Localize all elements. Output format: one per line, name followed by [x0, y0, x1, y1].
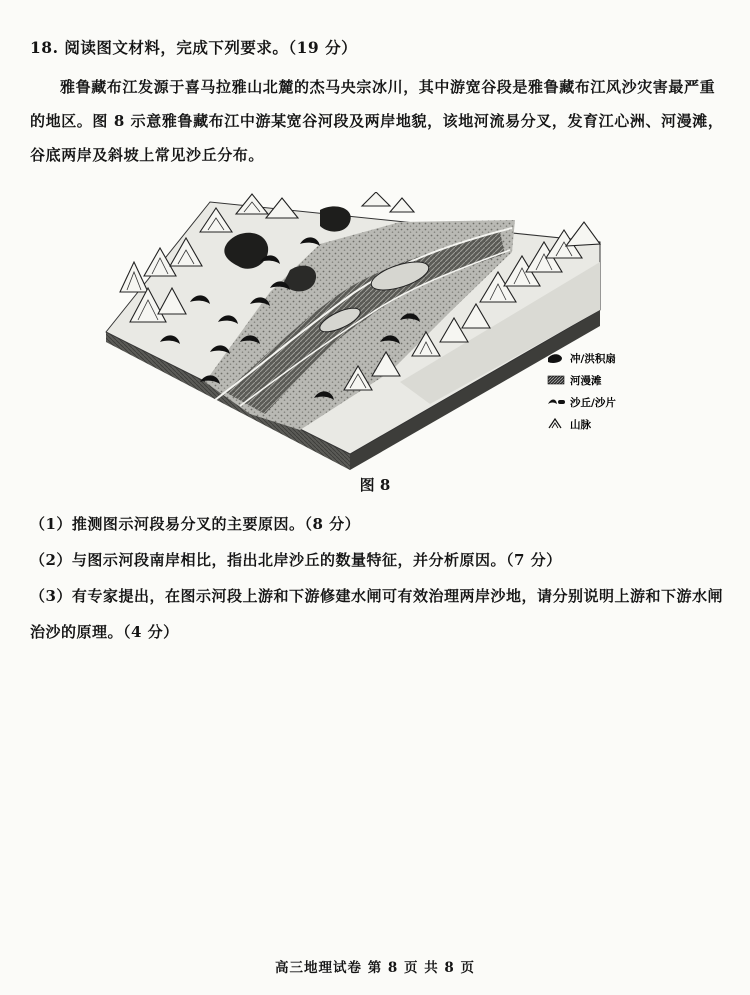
map-legend: [548, 352, 616, 431]
sub-question-1: （1）推测图示河段易分叉的主要原因。（8 分）: [30, 515, 361, 533]
dune-swatch-icon: [548, 400, 557, 405]
legend-mountain-label: 山脉: [570, 419, 591, 431]
floodplain-swatch-icon: [548, 376, 564, 384]
sub-question-2: （2）与图示河段南岸相比，指出北岸沙丘的数量特征，并分析原因。（7 分）: [30, 551, 562, 569]
question-title: 18. 阅读图文材料，完成下列要求。（19 分）: [30, 38, 358, 57]
figure-8: [100, 192, 660, 470]
legend-floodplain-label: 河漫滩: [570, 375, 602, 387]
legend-dune-label: 沙丘/沙片: [570, 397, 616, 409]
sub-question-3: （3）有专家提出，在图示河段上游和下游修建水闸可有效治理两岸沙地，请分别说明上游和下游水闸治沙的原理。（4 分）: [30, 587, 723, 641]
fan-swatch-icon: [548, 354, 562, 363]
page-footer: 高三地理试卷 第 8 页 共 8 页: [275, 960, 475, 976]
legend-fan-label: 冲/洪积扇: [570, 353, 616, 365]
block-diagram: [100, 192, 660, 470]
figure-caption: 图 8: [359, 476, 391, 494]
question-paragraph: 雅鲁藏布江发源于喜马拉雅山北麓的杰马央宗冰川，其中游宽谷段是雅鲁藏布江风沙灾害最严重的地区。图 8 示意雅鲁藏布江中游某宽谷河段及两岸地貌，该地河流易分叉，发育江心洲、河漫滩，谷底两岸及斜坡上常见沙丘分布。: [30, 78, 724, 164]
